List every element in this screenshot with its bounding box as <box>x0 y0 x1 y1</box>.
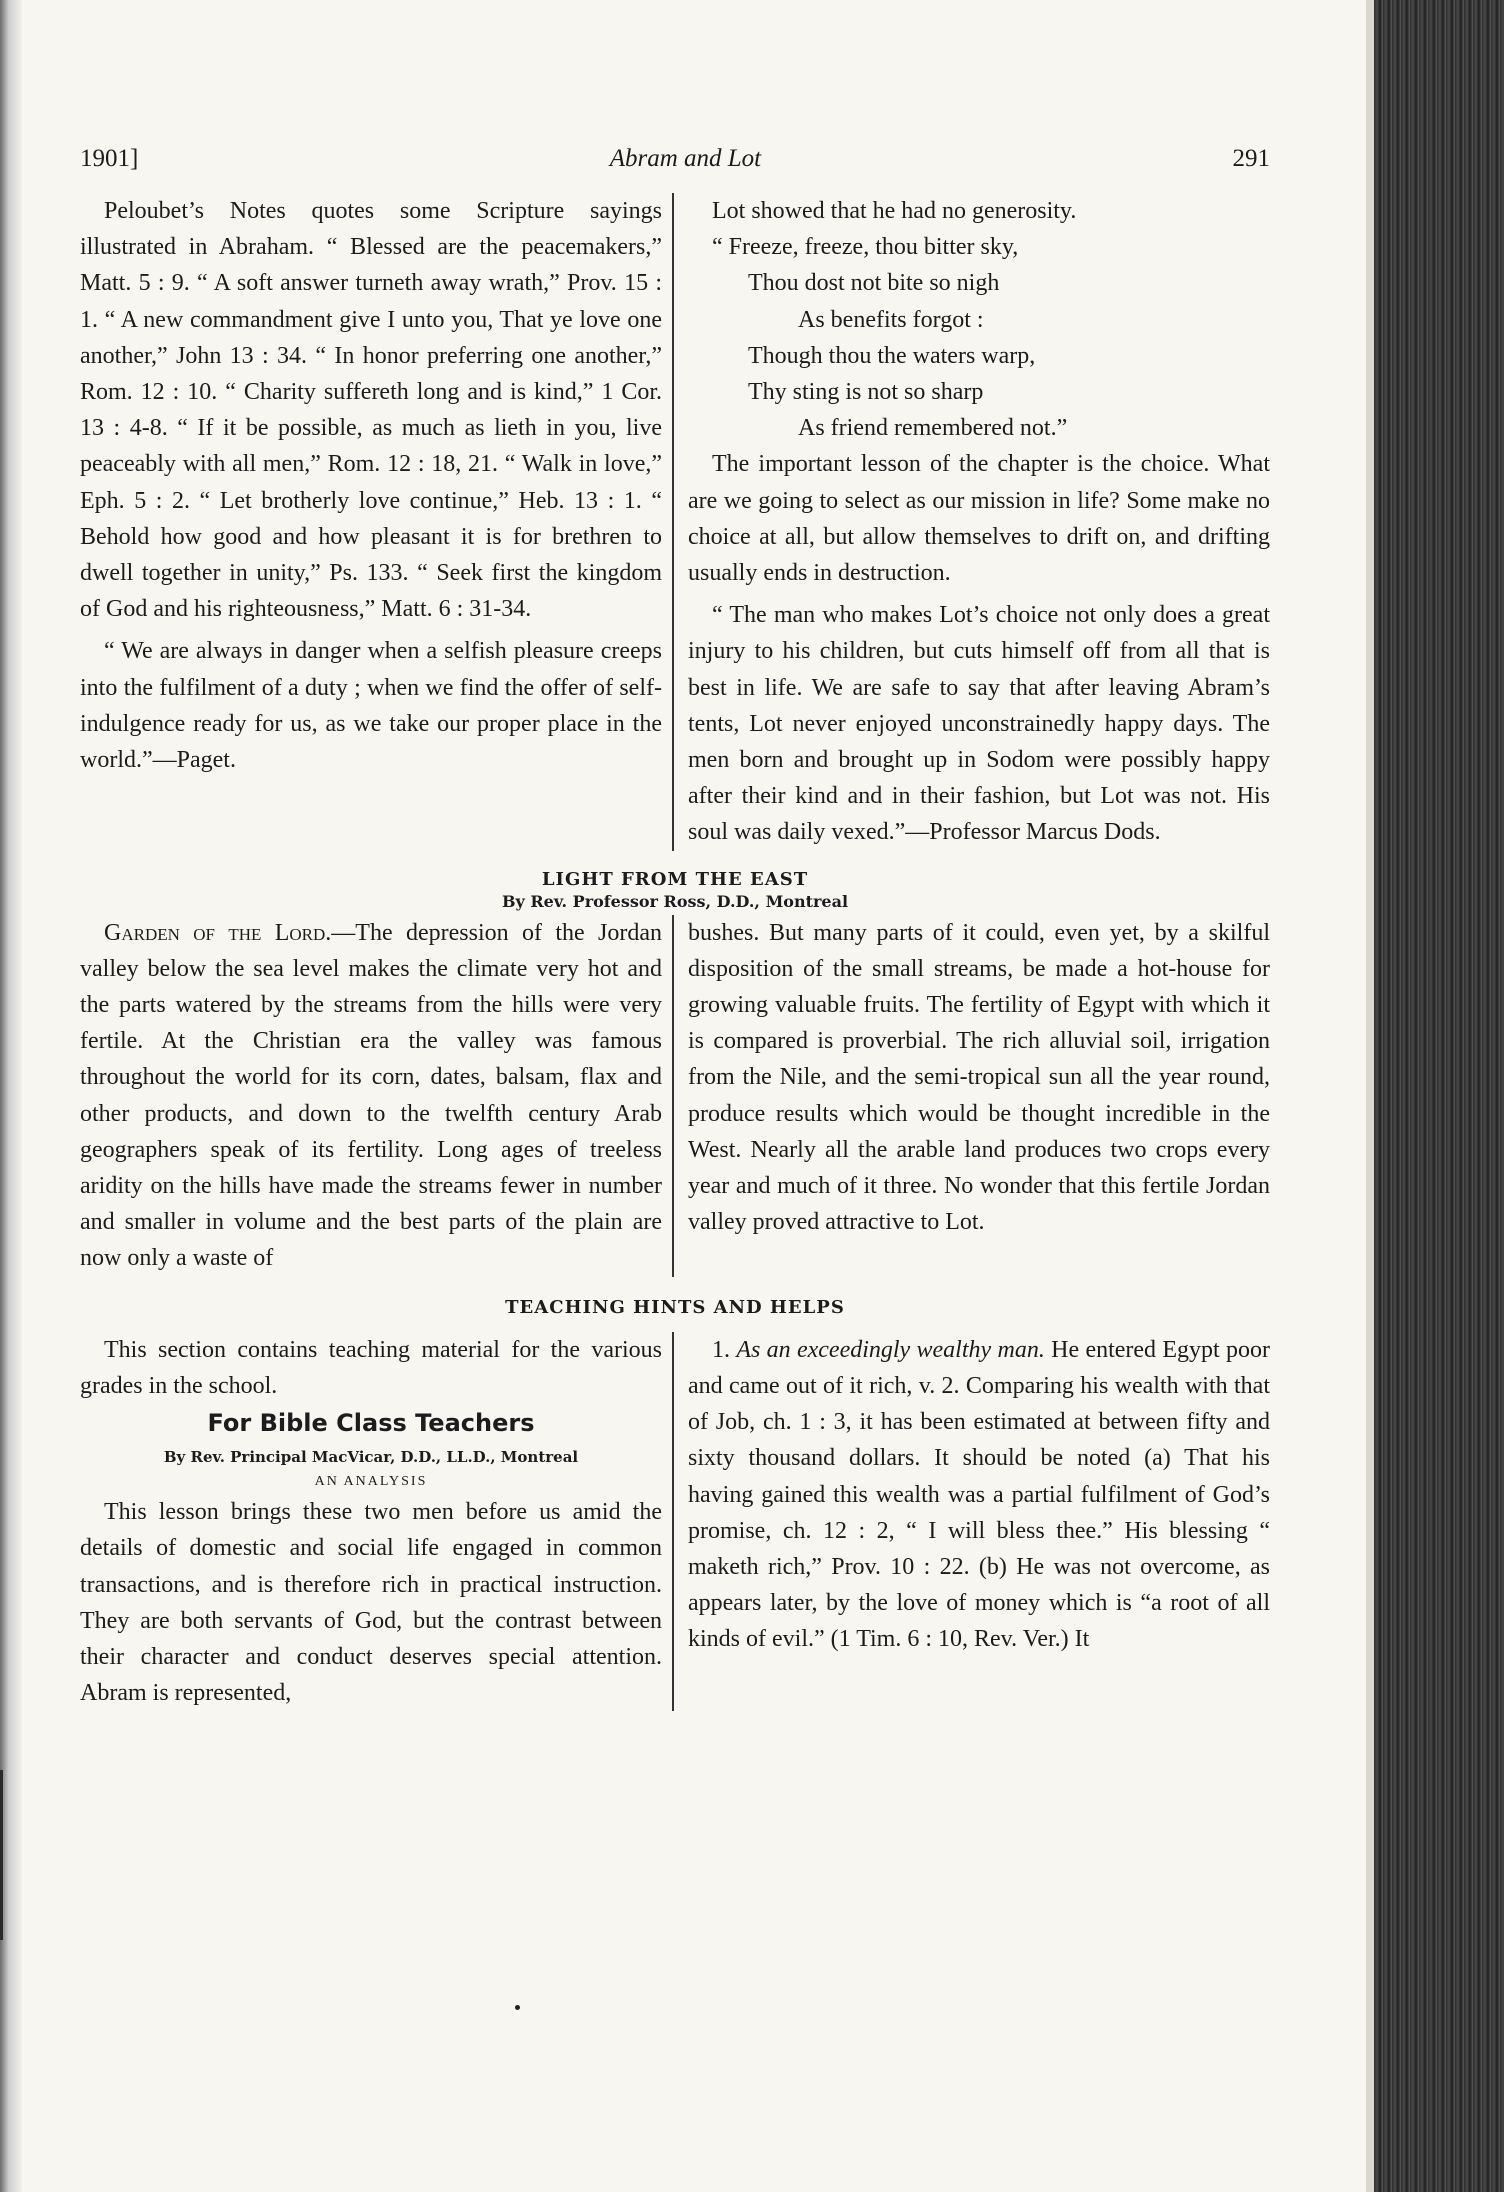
running-head-year: 1901] <box>80 145 139 172</box>
poem-line: Thy sting is not so sharp <box>748 379 984 406</box>
poem-line: As friend remembered not.” <box>798 415 1068 442</box>
teaching-hints-heading: TEACHING HINTS AND HELPS <box>505 1296 845 1318</box>
section-intro: This section contains teaching material for the various grades in the school. <box>80 1336 662 1399</box>
lesson-choice-paragraph: The important lesson of the chapter is the choice. What are we going to select as our mission in life? Some make no choice at all, but allow themselves to drift on, and drifting usually ends in destruction. <box>688 451 1270 587</box>
garden-text: —The depression of the Jordan valley below the sea level makes the climate very hot and the parts watered by the streams from the hills were very fertile. At the Christian era the valley was famous throughout the world for its corn, dates, balsam, flax and other products, and down to the twelfth century Arab geographers speak of its fertility. Long ages of treeless aridity on the hills have made the streams fewer in number and smaller in volume and the best parts of the plain are now only a waste of <box>80 919 662 1272</box>
book-page-edges <box>1374 0 1504 2192</box>
teaching-right-column <box>686 1332 1270 1712</box>
poem <box>688 229 1270 446</box>
page-number: 291 <box>1232 145 1270 172</box>
bible-class-byline: By Rev. Principal MacVicar, D.D., LL.D., Montreal <box>163 1448 579 1467</box>
analysis-label: AN ANALYSIS <box>314 1474 428 1490</box>
teaching-columns <box>80 1332 1270 1712</box>
margin-marks <box>0 1770 9 1940</box>
print-speck <box>515 2005 520 2010</box>
light-left-column <box>80 915 674 1277</box>
poem-line: Though thou the waters warp, <box>748 342 1036 369</box>
dods-quote-paragraph: “ The man who makes Lot’s choice not only does a great injury to his children, but cuts himself off from all that is best in life. We are safe to say that after leaving Abram’s tents, Lot never enjoyed unconstrainedly happy days. The men born and brought up in Sodom were possibly happy after their kind and in their fashion, but Lot was not. His soul was daily vexed.”—Professor Marcus Dods. <box>688 602 1270 846</box>
light-from-east-byline: By Rev. Professor Ross, D.D., Montreal <box>501 891 849 911</box>
point-number: 1. <box>712 1336 730 1363</box>
poem-line: As benefits forgot : <box>798 306 984 333</box>
poem-line: “ Freeze, freeze, thou bitter sky, <box>712 234 1019 261</box>
garden-paragraph <box>80 915 662 1277</box>
light-from-east-heading: LIGHT FROM THE EAST <box>541 868 809 890</box>
bible-class-heading: For Bible Class Teachers <box>207 1409 535 1438</box>
paget-quote-paragraph: “ We are always in danger when a selfish pleasure creeps into the fulfilment of a duty ; when we find the offer of self-indulgence ready for us, as we take our proper place in the world.”—Paget. <box>80 638 662 774</box>
garden-lead-in: Garden of the Lord. <box>104 919 332 946</box>
running-head-title: Abram and Lot <box>609 145 762 172</box>
teaching-left-column <box>80 1332 674 1712</box>
garden-continuation: bushes. But many parts of it could, even yet, by a skilful disposition of the small streams, be made a hot-house for growing valuable fruits. The fertility of Egypt with which it is compared is proverbial. The rich alluvial soil, irrigation from the Nile, and the semi-tropical sun all the year round, produce results which would be thought incredible in the West. Nearly all the arable land produces two crops every year and much of it three. No wonder that this fertile Jordan valley proved attractive to Lot. <box>688 919 1270 1236</box>
running-head <box>80 145 1270 173</box>
wealthy-man-paragraph <box>688 1332 1270 1658</box>
top-columns <box>80 193 1270 851</box>
poem-line: Thou dost not bite so nigh <box>748 270 1000 297</box>
lot-generosity-line: Lot showed that he had no generosity. <box>712 198 1077 224</box>
book-page <box>80 145 1270 1711</box>
light-columns <box>80 915 1270 1277</box>
top-left-column <box>80 193 674 851</box>
analysis-paragraph: This lesson brings these two men before us amid the details of domestic and social life engaged in common transactions, and is therefore rich in practical instruction. They are both servants of God, but the contrast between their character and conduct deserves special attention. Abram is represented, <box>80 1499 662 1707</box>
top-right-column <box>686 193 1270 851</box>
light-right-column <box>686 915 1270 1277</box>
page-edge-lip <box>1366 0 1374 2192</box>
point-text: He entered Egypt poor and came out of it rich, v. 2. Comparing his wealth with that of Job, ch. 1 : 3, it has been estimated at between fifty and sixty thousand dollars. It should be noted (a) That his having gained this wealth was a partial fulfilment of God’s promise, ch. 12 : 2, “ I will bless thee.” His blessing “ maketh rich,” Prov. 10 : 22. (b) He was not overcome, as appears later, by the love of money which is “a root of all kinds of evil.” (1 Tim. 6 : 10, Rev. Ver.) It <box>688 1336 1271 1653</box>
point-title: As an exceedingly wealthy man. <box>736 1336 1045 1363</box>
scripture-sayings-paragraph: Peloubet’s Notes quotes some Scripture sayings illustrated in Abraham. “ Blessed are the peacemakers,” Matt. 5 : 9. “ A soft answer turneth away wrath,” Prov. 15 : 1. “ A new commandment give I unto you, That ye love one another,” John 13 : 34. “ In honor preferring one another,” Rom. 12 : 10. “ Charity suffereth long and is kind,” 1 Cor. 13 : 4-8. “ If it be possible, as much as lieth in you, live peaceably with all men,” Rom. 12 : 18, 21. “ Walk in love,” Eph. 5 : 2. “ Let brotherly love continue,” Heb. 13 : 1. “ Behold how good and how pleasant it is for brethren to dwell together in unity,” Ps. 133. “ Seek first the kingdom of God and his righteousness,” Matt. 6 : 31-34. <box>80 198 662 623</box>
